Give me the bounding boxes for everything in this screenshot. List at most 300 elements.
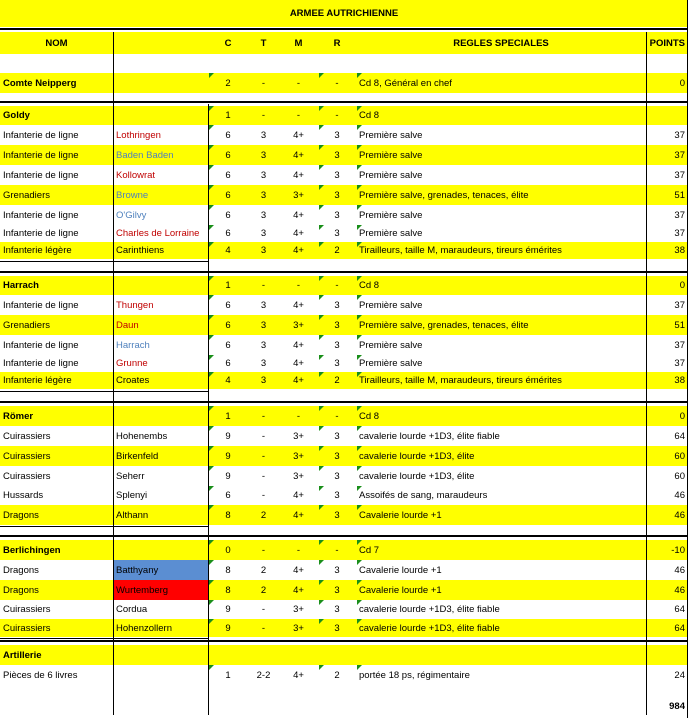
- stat-c-cell: 6: [225, 169, 231, 181]
- column-divider: [208, 104, 209, 715]
- section-end-line: [0, 526, 208, 527]
- stat-r-cell: -: [335, 410, 339, 422]
- section-divider: [0, 535, 688, 537]
- stat-c-cell: 4: [225, 245, 231, 256]
- comment-marker: [357, 505, 362, 510]
- points-cell: 0: [679, 280, 685, 291]
- table-row: [0, 645, 688, 665]
- comment-marker: [319, 276, 324, 281]
- stat-r-cell: -: [335, 110, 339, 121]
- comment-marker: [209, 600, 214, 605]
- stat-c-cell: [208, 645, 248, 665]
- comment-marker: [209, 315, 214, 320]
- unit-name-cell: Baden Baden: [116, 149, 174, 161]
- unit-type-cell: Cuirassiers: [3, 450, 51, 462]
- comment-marker: [357, 600, 362, 605]
- stat-r-cell: 3: [334, 209, 340, 221]
- table-row: [0, 372, 688, 389]
- comment-marker: [209, 335, 214, 340]
- section-divider: [0, 401, 688, 403]
- comment-marker: [357, 619, 362, 624]
- stat-r-cell: -: [335, 280, 339, 291]
- unit-name-cell: Browne: [116, 189, 149, 201]
- comment-marker: [319, 600, 324, 605]
- stat-t-cell: 2: [260, 509, 267, 521]
- stat-t-cell: 3: [260, 149, 267, 161]
- stat-r-cell: 2: [334, 375, 340, 386]
- unit-type-cell: Pièces de 6 livres: [3, 669, 78, 681]
- stat-t-cell: [248, 645, 279, 665]
- comment-marker: [319, 355, 324, 360]
- stat-m-cell: 4+: [293, 490, 304, 501]
- column-divider: [646, 32, 647, 715]
- rules-cell: portée 18 ps, régimentaire: [359, 669, 470, 681]
- stat-c-cell: 6: [225, 129, 231, 141]
- stat-r-cell: 3: [334, 622, 340, 634]
- title-bar: [0, 0, 688, 27]
- stat-m-cell: 4+: [293, 209, 304, 221]
- stat-t-cell: -: [261, 430, 266, 442]
- points-cell: [646, 106, 688, 125]
- column-divider: [113, 32, 114, 715]
- comment-marker: [209, 73, 214, 78]
- unit-name-cell: [113, 276, 208, 295]
- comment-marker: [209, 619, 214, 624]
- stat-r-cell: -: [335, 77, 339, 89]
- comment-marker: [357, 665, 362, 670]
- unit-type-cell: Infanterie de ligne: [3, 169, 79, 181]
- stat-m-cell: 3+: [293, 604, 304, 615]
- unit-name-cell: [113, 665, 208, 685]
- unit-name-cell: Birkenfeld: [116, 450, 159, 462]
- unit-type-cell: Infanterie légère: [3, 245, 72, 256]
- comment-marker: [357, 466, 362, 471]
- table-row: [0, 242, 688, 259]
- unit-name-cell: Thungen: [116, 299, 154, 311]
- table-row: [0, 466, 688, 486]
- stat-c-cell: 2: [225, 77, 231, 89]
- rules-cell: Cd 7: [359, 544, 380, 556]
- comment-marker: [319, 242, 324, 247]
- rules-cell: cavalerie lourde +1D3, élite fiable: [359, 622, 500, 634]
- rules-cell: Première salve, grenades, tenaces, élite: [359, 319, 529, 331]
- comment-marker: [319, 505, 324, 510]
- stat-m-cell: -: [296, 110, 301, 121]
- section-end-line: [0, 638, 208, 639]
- comment-marker: [209, 145, 214, 150]
- comment-marker: [319, 225, 324, 230]
- section-divider: [0, 640, 688, 642]
- table-row: [0, 73, 688, 93]
- stat-t-cell: 3: [260, 228, 267, 239]
- stat-t-cell: -: [261, 622, 266, 634]
- rules-cell: Tirailleurs, taille M, maraudeurs, tireurs émérites: [359, 245, 562, 256]
- stat-c-cell: 1: [225, 280, 231, 291]
- unit-type-cell: Berlichingen: [3, 544, 61, 556]
- comment-marker: [319, 580, 324, 585]
- stat-r-cell: 3: [334, 430, 340, 442]
- points-cell: 60: [674, 450, 685, 462]
- comment-marker: [357, 73, 362, 78]
- rules-cell: Première salve: [359, 299, 423, 311]
- header-r: R: [333, 37, 341, 49]
- comment-marker: [357, 276, 362, 281]
- section-end-line: [0, 261, 208, 262]
- rules-cell: Cd 8, Général en chef: [359, 77, 452, 89]
- rules-cell: Première salve: [359, 339, 423, 351]
- points-cell: 46: [674, 564, 685, 576]
- points-cell: 0: [679, 77, 685, 89]
- stat-t-cell: -: [261, 490, 266, 501]
- comment-marker: [209, 505, 214, 510]
- points-cell: -10: [671, 544, 685, 556]
- stat-r-cell: 3: [334, 604, 340, 615]
- stat-r-cell: 3: [334, 470, 340, 482]
- points-cell: 64: [674, 604, 685, 615]
- unit-name-cell: Althann: [116, 509, 149, 521]
- stat-c-cell: 9: [225, 604, 231, 615]
- points-cell: 64: [674, 430, 685, 442]
- points-cell: 37: [674, 149, 685, 161]
- stat-c-cell: 8: [225, 509, 231, 521]
- stat-m-cell: 3+: [293, 450, 304, 462]
- stat-t-cell: 3: [260, 299, 267, 311]
- stat-t-cell: -: [261, 604, 266, 615]
- sheet-title: ARMEE AUTRICHIENNE: [289, 8, 399, 19]
- stat-t-cell: 3: [260, 358, 267, 369]
- stat-c-cell: 6: [225, 358, 231, 369]
- comment-marker: [357, 125, 362, 130]
- stat-m-cell: 3+: [293, 622, 304, 634]
- comment-marker: [319, 446, 324, 451]
- table-row: [0, 335, 688, 355]
- table-row: [0, 600, 688, 619]
- points-cell: 64: [674, 622, 685, 634]
- stat-m-cell: [279, 645, 318, 665]
- table-row: [0, 446, 688, 466]
- table-row: [0, 125, 688, 145]
- rules-cell: Cd 8: [359, 410, 380, 422]
- rules-cell: Première salve: [359, 358, 423, 369]
- stat-m-cell: 4+: [293, 358, 304, 369]
- points-cell: 37: [674, 358, 685, 369]
- unit-type-cell: Infanterie légère: [3, 375, 72, 386]
- points-cell: [646, 645, 688, 665]
- comment-marker: [319, 335, 324, 340]
- table-row: [0, 406, 688, 426]
- points-cell: 38: [674, 375, 685, 386]
- points-cell: 37: [674, 299, 685, 311]
- comment-marker: [357, 145, 362, 150]
- unit-type-cell: Cuirassiers: [3, 622, 51, 634]
- unit-name-cell: Kollowrat: [116, 169, 156, 181]
- unit-name-cell: O'Gilvy: [116, 209, 147, 221]
- unit-name-cell: Hohenzollern: [116, 622, 172, 634]
- comment-marker: [357, 205, 362, 210]
- stat-t-cell: 2: [260, 564, 267, 576]
- comment-marker: [209, 580, 214, 585]
- unit-name-cell: Seherr: [116, 470, 145, 482]
- stat-t-cell: -: [261, 77, 266, 89]
- stat-t-cell: 3: [260, 129, 267, 141]
- table-row: [0, 505, 688, 525]
- section-divider: [0, 101, 688, 103]
- points-cell: 0: [679, 410, 685, 422]
- stat-m-cell: 3+: [293, 319, 304, 331]
- stat-r-cell: 3: [334, 450, 340, 462]
- stat-c-cell: 6: [225, 149, 231, 161]
- comment-marker: [209, 125, 214, 130]
- unit-type-cell: Römer: [3, 410, 34, 422]
- table-row: [0, 276, 688, 295]
- points-cell: 37: [674, 209, 685, 221]
- comment-marker: [357, 426, 362, 431]
- table-row: [0, 106, 688, 125]
- unit-type-cell: Grenadiers: [3, 189, 50, 201]
- rules-cell: cavalerie lourde +1D3, élite: [359, 450, 475, 462]
- unit-name-cell: Hohenembs: [116, 430, 168, 442]
- stat-m-cell: 4+: [293, 169, 304, 181]
- rules-cell: cavalerie lourde +1D3, élite fiable: [359, 430, 500, 442]
- table-row: [0, 665, 688, 685]
- rules-cell: [356, 645, 646, 665]
- stat-r-cell: 3: [334, 564, 340, 576]
- stat-m-cell: -: [296, 544, 301, 556]
- header-nom: NOM: [45, 37, 68, 49]
- unit-type-cell: Dragons: [3, 564, 39, 576]
- unit-name-cell: Batthyany: [113, 560, 208, 580]
- table-row: [0, 355, 688, 372]
- unit-type-cell: Infanterie de ligne: [3, 358, 79, 369]
- unit-type-cell: Infanterie de ligne: [3, 209, 79, 221]
- table-row: [0, 315, 688, 335]
- stat-t-cell: 3: [260, 375, 267, 386]
- total-points: 984: [669, 700, 685, 712]
- rules-cell: Première salve: [359, 228, 423, 239]
- stat-t-cell: 2: [260, 584, 267, 596]
- rules-cell: Tirailleurs, taille M, maraudeurs, tireurs émérites: [359, 375, 562, 386]
- unit-type-cell: Goldy: [3, 110, 30, 121]
- comment-marker: [357, 106, 362, 111]
- table-row: [0, 205, 688, 225]
- stat-c-cell: 6: [225, 339, 231, 351]
- comment-marker: [319, 185, 324, 190]
- comment-marker: [319, 540, 324, 545]
- table-row: [0, 165, 688, 185]
- comment-marker: [209, 165, 214, 170]
- table-row: [0, 145, 688, 165]
- comment-marker: [209, 276, 214, 281]
- comment-marker: [319, 372, 324, 377]
- comment-marker: [357, 406, 362, 411]
- comment-marker: [209, 185, 214, 190]
- stat-t-cell: 3: [260, 189, 267, 201]
- comment-marker: [357, 355, 362, 360]
- stat-r-cell: 3: [334, 509, 340, 521]
- stat-t-cell: -: [261, 544, 266, 556]
- rules-cell: cavalerie lourde +1D3, élite fiable: [359, 604, 500, 615]
- stat-m-cell: 4+: [293, 339, 304, 351]
- points-cell: 51: [674, 319, 685, 331]
- header-regles: REGLES SPECIALES: [453, 37, 549, 49]
- stat-t-cell: 3: [260, 339, 267, 351]
- comment-marker: [357, 560, 362, 565]
- comment-marker: [209, 355, 214, 360]
- unit-name-cell: Splenyi: [116, 490, 148, 501]
- comment-marker: [209, 665, 214, 670]
- header-points: POINTS: [649, 37, 685, 49]
- stat-m-cell: 3+: [293, 470, 304, 482]
- section-end-line: [0, 391, 208, 392]
- unit-name-cell: [113, 73, 208, 93]
- unit-name-cell: Daun: [116, 319, 139, 331]
- stat-c-cell: 1: [225, 410, 231, 422]
- stat-m-cell: 4+: [293, 584, 304, 596]
- comment-marker: [209, 560, 214, 565]
- unit-name-cell: [113, 406, 208, 426]
- stat-m-cell: -: [296, 280, 301, 291]
- unit-type-cell: Infanterie de ligne: [3, 228, 79, 239]
- stat-t-cell: 3: [260, 319, 267, 331]
- stat-c-cell: 6: [225, 228, 231, 239]
- stat-r-cell: 3: [334, 228, 340, 239]
- stat-r-cell: 3: [334, 169, 340, 181]
- stat-m-cell: 4+: [293, 129, 304, 141]
- stat-r-cell: 3: [334, 299, 340, 311]
- comment-marker: [357, 185, 362, 190]
- unit-name-cell: Cordua: [116, 604, 148, 615]
- stat-c-cell: 6: [225, 209, 231, 221]
- unit-type-cell: Dragons: [3, 584, 39, 596]
- comment-marker: [357, 486, 362, 491]
- points-cell: 51: [674, 189, 685, 201]
- stat-m-cell: -: [296, 410, 301, 422]
- comment-marker: [319, 315, 324, 320]
- header-row: [0, 32, 688, 54]
- stat-t-cell: -: [261, 450, 266, 462]
- table-row: [0, 580, 688, 600]
- rules-cell: Assoifés de sang, maraudeurs: [359, 490, 488, 501]
- stat-t-cell: 2-2: [256, 669, 271, 681]
- stat-m-cell: -: [296, 77, 301, 89]
- unit-type-cell: Hussards: [3, 490, 44, 501]
- stat-r-cell: 3: [334, 149, 340, 161]
- unit-name-cell: Harrach: [116, 339, 150, 351]
- header-m: M: [294, 37, 303, 49]
- comment-marker: [319, 486, 324, 491]
- comment-marker: [319, 665, 324, 670]
- unit-name-cell: [113, 645, 208, 665]
- stat-t-cell: -: [261, 410, 266, 422]
- comment-marker: [319, 406, 324, 411]
- stat-m-cell: 4+: [293, 245, 304, 256]
- comment-marker: [319, 619, 324, 624]
- comment-marker: [209, 466, 214, 471]
- points-cell: 46: [674, 490, 685, 501]
- comment-marker: [319, 165, 324, 170]
- stat-r-cell: 3: [334, 584, 340, 596]
- unit-type-cell: Dragons: [3, 509, 39, 521]
- table-row: [0, 540, 688, 560]
- comment-marker: [319, 426, 324, 431]
- stat-m-cell: 4+: [293, 299, 304, 311]
- table-row: [0, 185, 688, 205]
- unit-type-cell: Comte Neipperg: [3, 77, 77, 89]
- stat-t-cell: 3: [260, 209, 267, 221]
- points-cell: 24: [674, 669, 685, 681]
- unit-name-cell: Lothringen: [116, 129, 161, 141]
- unit-name-cell: Charles de Lorraine: [116, 228, 200, 239]
- unit-type-cell: Infanterie de ligne: [3, 129, 79, 141]
- unit-name-cell: Grunne: [116, 358, 148, 369]
- rules-cell: Cavalerie lourde +1: [359, 509, 442, 521]
- stat-c-cell: 0: [225, 544, 231, 556]
- unit-name-cell: Wurtemberg: [113, 580, 208, 600]
- stat-m-cell: 4+: [293, 375, 304, 386]
- comment-marker: [319, 125, 324, 130]
- table-row: [0, 619, 688, 637]
- unit-type-cell: Cuirassiers: [3, 604, 51, 615]
- comment-marker: [357, 446, 362, 451]
- stat-r-cell: 3: [334, 129, 340, 141]
- comment-marker: [209, 446, 214, 451]
- unit-type-cell: Cuirassiers: [3, 430, 51, 442]
- stat-c-cell: 6: [225, 319, 231, 331]
- stat-c-cell: 8: [225, 584, 231, 596]
- comment-marker: [319, 106, 324, 111]
- unit-type-cell: Artillerie: [3, 649, 42, 661]
- points-cell: 37: [674, 169, 685, 181]
- rules-cell: Cd 8: [359, 280, 380, 291]
- stat-c-cell: 9: [225, 470, 231, 482]
- unit-type-cell: Infanterie de ligne: [3, 299, 79, 311]
- stat-c-cell: 9: [225, 450, 231, 462]
- comment-marker: [357, 540, 362, 545]
- header-c: C: [224, 37, 232, 49]
- unit-type-cell: Infanterie de ligne: [3, 149, 79, 161]
- comment-marker: [319, 466, 324, 471]
- unit-type-cell: Infanterie de ligne: [3, 339, 79, 351]
- comment-marker: [357, 335, 362, 340]
- stat-m-cell: 4+: [293, 669, 304, 681]
- comment-marker: [209, 205, 214, 210]
- points-cell: 46: [674, 584, 685, 596]
- stat-r-cell: 2: [334, 669, 340, 681]
- comment-marker: [319, 295, 324, 300]
- rules-cell: Première salve: [359, 169, 423, 181]
- rules-cell: Première salve: [359, 149, 423, 161]
- comment-marker: [209, 486, 214, 491]
- stat-r-cell: 3: [334, 189, 340, 201]
- stat-t-cell: 3: [260, 169, 267, 181]
- stat-r-cell: 3: [334, 358, 340, 369]
- comment-marker: [209, 372, 214, 377]
- stat-t-cell: -: [261, 110, 266, 121]
- rules-cell: Cavalerie lourde +1: [359, 584, 442, 596]
- rules-cell: Première salve: [359, 209, 423, 221]
- comment-marker: [319, 145, 324, 150]
- total-row: [0, 697, 688, 715]
- stat-c-cell: 4: [225, 375, 231, 386]
- table-row: [0, 560, 688, 580]
- header-t: T: [260, 37, 267, 49]
- rules-cell: Première salve, grenades, tenaces, élite: [359, 189, 529, 201]
- comment-marker: [209, 106, 214, 111]
- table-row: [0, 295, 688, 315]
- comment-marker: [209, 406, 214, 411]
- comment-marker: [357, 372, 362, 377]
- comment-marker: [209, 225, 214, 230]
